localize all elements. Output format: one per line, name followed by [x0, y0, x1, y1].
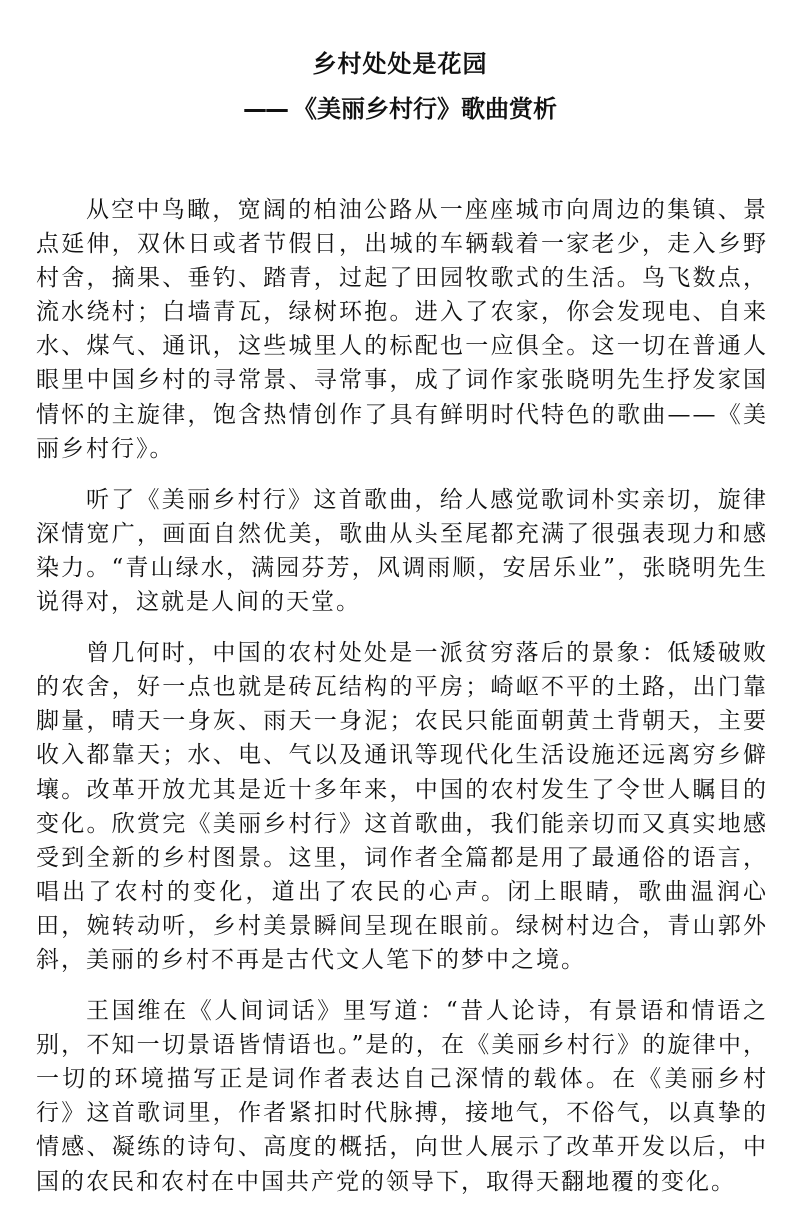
paragraph: 从空中鸟瞰，宽阔的柏油公路从一座座城市向周边的集镇、景点延伸，双休日或者节假日，出城的车辆载着一家老少，走入乡野村舍，摘果、垂钓、踏青，过起了田园牧歌式的生活。鸟飞数点，流水绕村；白墙青瓦，绿树环抱。进入了农家，你会发现电、自来水、煤气、通讯，这些城里人的标配也一应俱全。这一切在普通人眼里中国乡村的寻常景、寻常事，成了词作家张晓明先生抒发家国情怀的主旋律，饱含热情创作了具有鲜明时代特色的歌曲——《美丽乡村行》。 [36, 197, 768, 462]
article-subtitle [0, 92, 800, 126]
paragraph: 王国维在《人间词话》里写道：“昔人论诗，有景语和情语之别，不知一切景语皆情语也。”是的，在《美丽乡村行》的旋律中，一切的环境描写正是词作者表达自己深情的载体。在《美丽乡村行》这首歌词里，作者紧扣时代脉搏，接地气，不俗气，以真挚的情感、凝练的诗句、高度的概括，向世人展示了改革开发以后，中国的农民和农村在中国共产党的领导下，取得天翻地覆的变化。 [36, 998, 768, 1195]
paragraph: 曾几何时，中国的农村处处是一派贫穷落后的景象：低矮破败的农舍，好一点也就是砖瓦结构的平房；崎岖不平的土路，出门靠脚量，晴天一身灰、雨天一身泥；农民只能面朝黄土背朝天，主要收入都靠天；水、电、气以及通讯等现代化生活设施还远离穷乡僻壤。改革开放尤其是近十多年来，中国的农村发生了令世人瞩目的变化。欣赏完《美丽乡村行》这首歌曲，我们能亲切而又真实地感受到全新的乡村图景。这里，词作者全篇都是用了最通俗的语言，唱出了农村的变化，道出了农民的心声。闭上眼睛，歌曲温润心田，婉转动听，乡村美景瞬间呈现在眼前。绿树村边合，青山郭外斜，美丽的乡村不再是古代文人笔下的梦中之境。 [36, 640, 768, 973]
subtitle-text: 《美丽乡村行》歌曲赏析 [293, 95, 557, 123]
subtitle-dash: —— [243, 95, 287, 123]
article-title: 乡村处处是花园 [312, 50, 488, 78]
article-body [36, 193, 768, 1216]
paragraph: 听了《美丽乡村行》这首歌曲，给人感觉歌词朴实亲切，旋律深情宽广，画面自然优美，歌曲从头至尾都充满了很强表现力和感染力。“青山绿水，满园芬芳，风调雨顺，安居乐业”，张晓明先生说得对，这就是人间的天堂。 [36, 486, 768, 616]
